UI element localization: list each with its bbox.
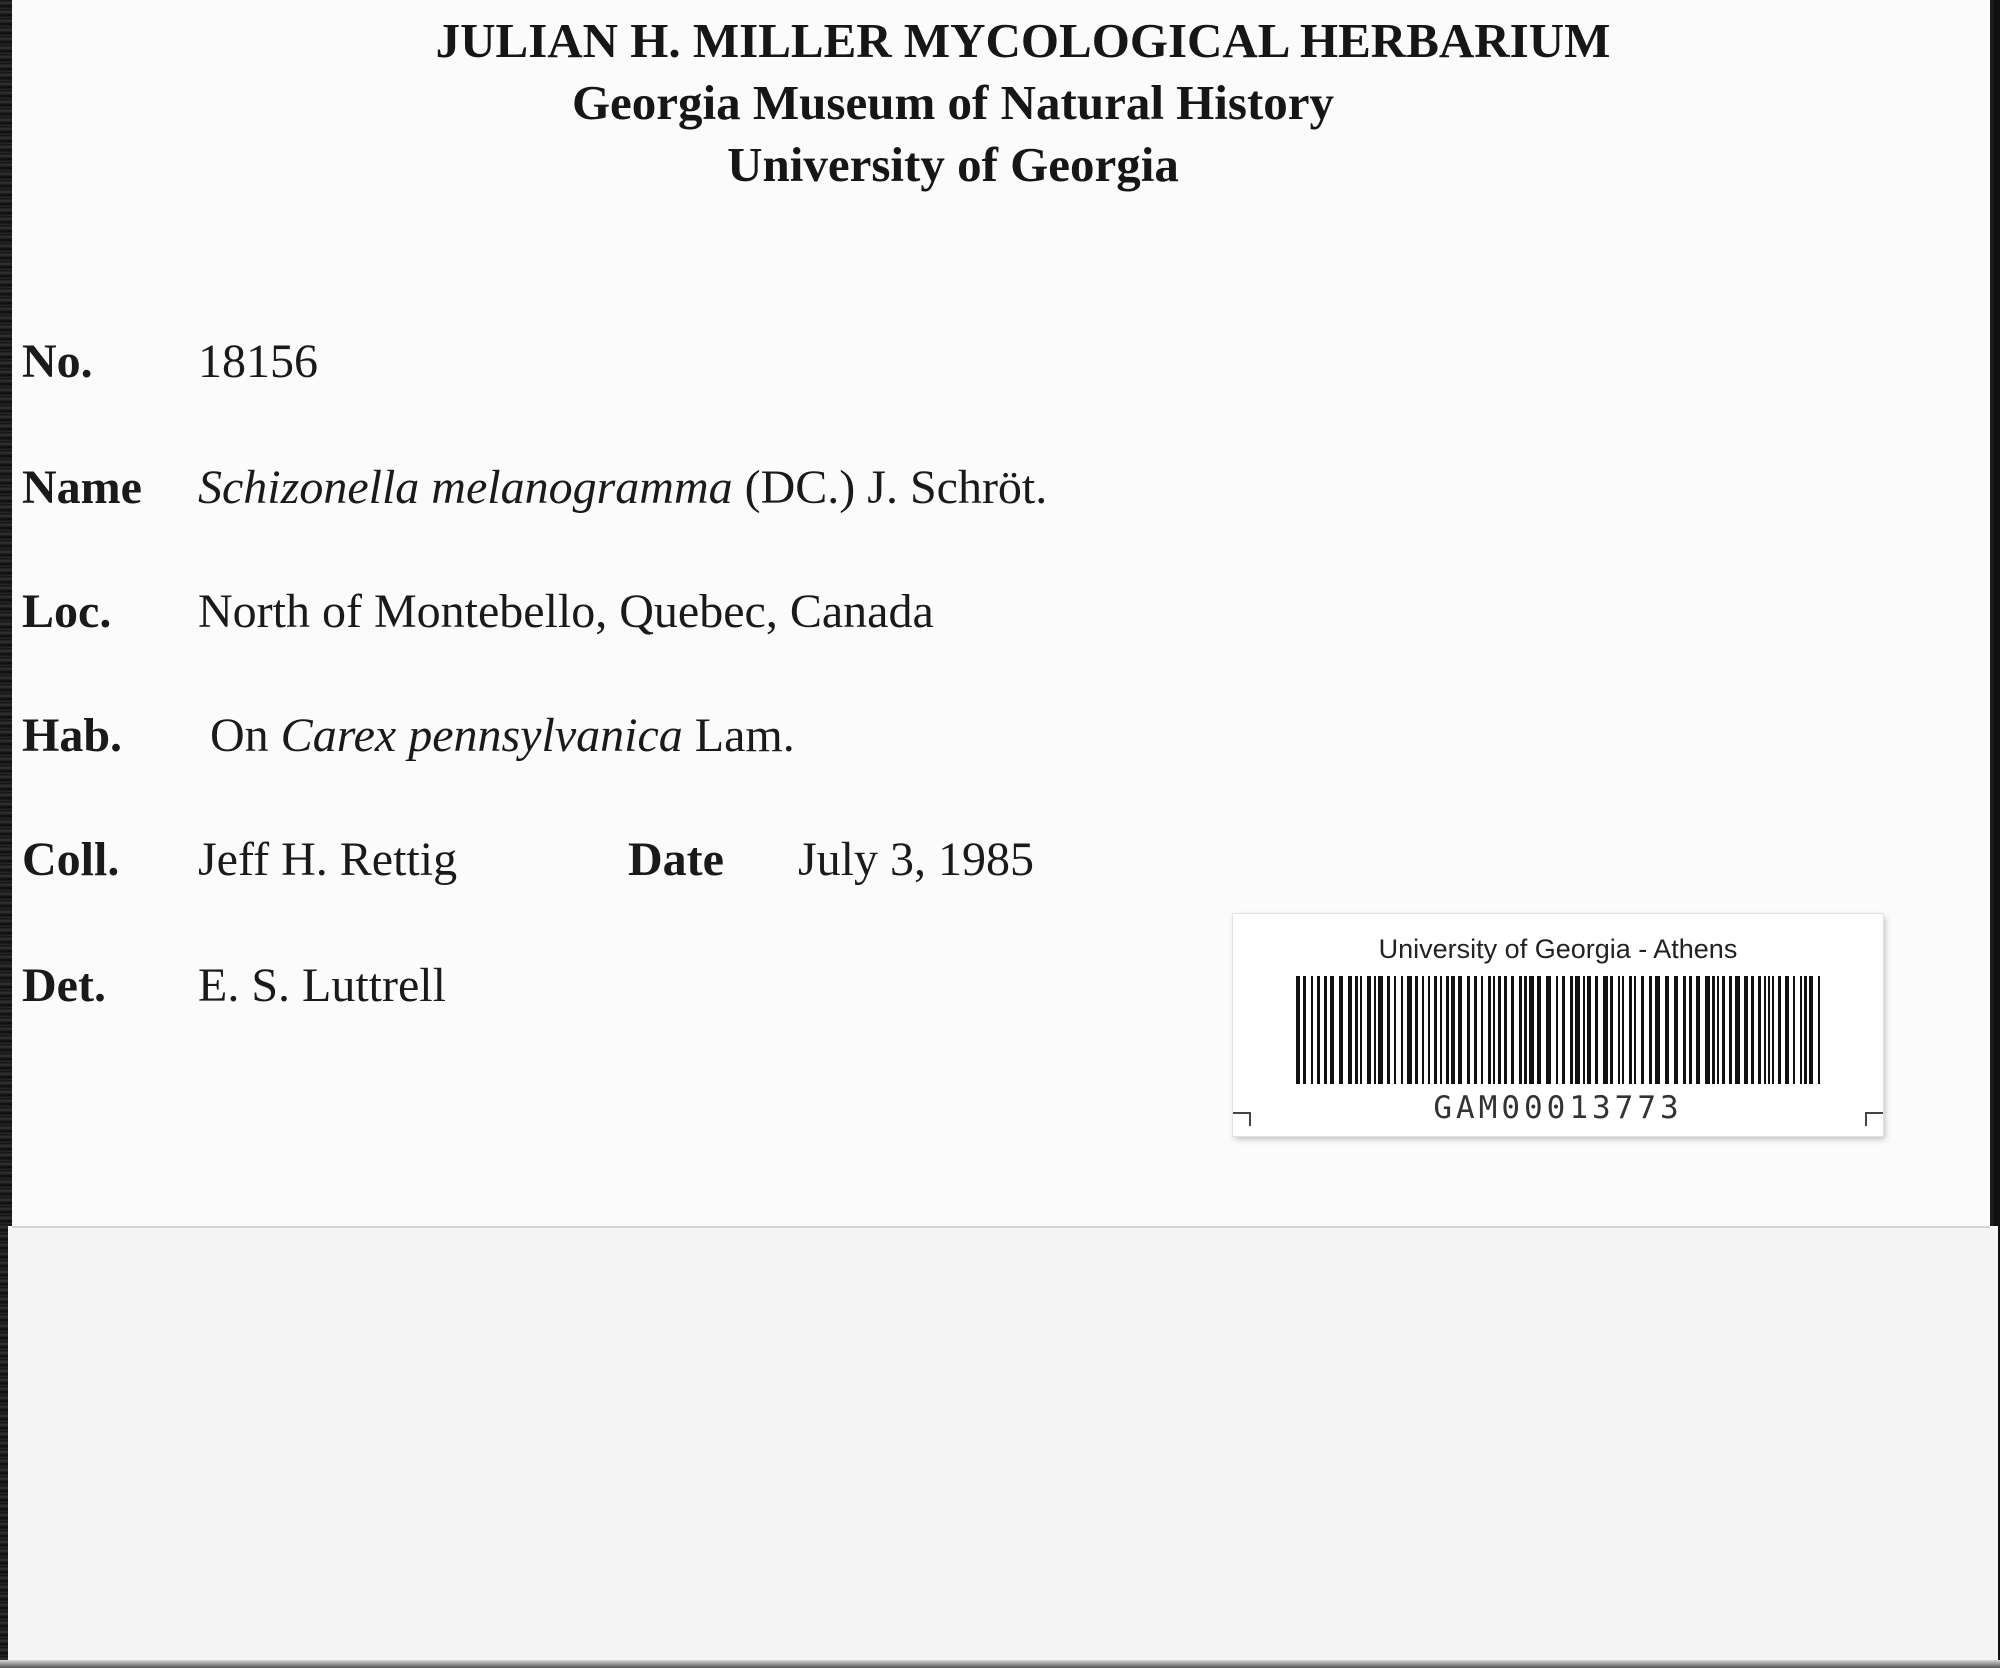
barcode-bar	[1434, 976, 1437, 1084]
locality-label: Loc.	[22, 585, 112, 638]
barcode-bar	[1649, 976, 1652, 1084]
barcode-bar	[1519, 976, 1522, 1084]
barcode-bar	[1778, 976, 1781, 1084]
barcode-institution: University of Georgia - Athens	[1378, 934, 1738, 964]
barcode-bar	[1717, 976, 1719, 1084]
barcode-bar	[1303, 976, 1306, 1084]
barcode-bar	[1330, 976, 1334, 1084]
barcode-bar	[1407, 976, 1412, 1084]
barcode-bar	[1575, 976, 1580, 1084]
barcode-bar	[1422, 976, 1424, 1084]
barcode-bar	[1785, 976, 1789, 1084]
barcode-bar	[1603, 976, 1608, 1084]
barcode-bar	[1481, 976, 1483, 1084]
barcode-bar	[1296, 976, 1300, 1084]
specimen-label	[12, 0, 1990, 1228]
determiner-label: Det.	[22, 959, 106, 1012]
barcode-bar	[1498, 976, 1501, 1084]
barcode-bar	[1570, 976, 1573, 1084]
barcode-bar	[1504, 976, 1507, 1084]
barcode-bar	[1546, 976, 1551, 1084]
envelope-back-panel	[8, 1226, 1998, 1668]
barcode-label	[1233, 914, 1883, 1136]
barcode-bar	[1311, 976, 1313, 1084]
taxon-authority: (DC.) J. Schröt.	[744, 461, 1048, 514]
barcode-bar	[1428, 976, 1430, 1084]
barcode-bar	[1683, 976, 1686, 1084]
barcode-bar	[1556, 976, 1558, 1084]
barcode-bar	[1467, 976, 1470, 1084]
barcode-bar	[1696, 976, 1700, 1084]
barcode-bar	[1818, 976, 1820, 1084]
herbarium-title: JULIAN H. MILLER MYCOLOGICAL HERBARIUM	[435, 13, 1611, 68]
barcode-bar	[1511, 976, 1514, 1084]
university-name: University of Georgia	[727, 137, 1179, 192]
barcode-bar	[1705, 976, 1710, 1084]
barcode-bar	[1722, 976, 1725, 1084]
barcode-bar	[1772, 976, 1774, 1084]
barcode-bar	[1387, 976, 1390, 1084]
number-label: No.	[22, 335, 93, 388]
barcode-bar	[1712, 976, 1715, 1084]
barcode-bar	[1634, 976, 1636, 1084]
barcode-bar	[1629, 976, 1632, 1084]
habitat-value	[210, 708, 795, 763]
determiner-value: E. S. Luttrell	[198, 959, 446, 1012]
barcode-bar	[1674, 976, 1678, 1084]
barcode-bar	[1378, 976, 1383, 1084]
barcode-bar	[1764, 976, 1766, 1084]
barcode-bar	[1394, 976, 1396, 1084]
barcode-bar	[1804, 976, 1807, 1084]
museum-name: Georgia Museum of Natural History	[571, 75, 1335, 130]
scan-bottom-edge	[0, 1660, 2000, 1668]
barcode-bar	[1458, 976, 1462, 1084]
barcode-bar	[1735, 976, 1740, 1084]
barcode-bar	[1562, 976, 1565, 1084]
barcode-bar	[1317, 976, 1320, 1084]
label-header	[12, 10, 1990, 196]
barcode-bar	[1488, 976, 1491, 1084]
barcode-bar	[1800, 976, 1802, 1084]
barcode-bar	[1689, 976, 1692, 1084]
barcode-bar	[1324, 976, 1327, 1084]
barcode-bar	[1618, 976, 1620, 1084]
taxon-name: Schizonella melanogramma	[198, 461, 733, 514]
barcode-bar	[1524, 976, 1527, 1084]
host-name: Carex pennsylvanica	[280, 709, 683, 762]
barcode-bar	[1665, 976, 1669, 1084]
barcode-bar	[1768, 976, 1770, 1084]
barcode-bar	[1474, 976, 1477, 1084]
locality-value: North of Montebello, Quebec, Canada	[198, 585, 934, 638]
barcode-bar	[1595, 976, 1598, 1084]
barcode-bar	[1583, 976, 1585, 1084]
barcode-bar	[1537, 976, 1541, 1084]
date-value: July 3, 1985	[798, 833, 1035, 886]
collector-value: Jeff H. Rettig	[198, 833, 458, 886]
barcode-icon	[1296, 976, 1820, 1084]
barcode-bar	[1610, 976, 1613, 1084]
barcode-bar	[1744, 976, 1748, 1084]
barcode-bar	[1360, 976, 1362, 1084]
barcode-number: GAM00013773	[1433, 1090, 1683, 1126]
barcode-bar	[1374, 976, 1376, 1084]
habitat-prefix: On	[210, 709, 269, 762]
barcode-bar	[1587, 976, 1591, 1084]
host-authority: Lam.	[694, 709, 795, 762]
barcode-bar	[1529, 976, 1534, 1084]
barcode-bar	[1655, 976, 1660, 1084]
barcode-bar	[1348, 976, 1352, 1084]
barcode-bar	[1367, 976, 1371, 1084]
barcode-bar	[1355, 976, 1358, 1084]
barcode-bar	[1446, 976, 1449, 1084]
name-value	[198, 460, 1047, 515]
date-label: Date	[628, 833, 724, 886]
barcode-bar	[1493, 976, 1495, 1084]
number-value: 18156	[198, 335, 318, 388]
barcode-bar	[1751, 976, 1754, 1084]
crop-mark-right	[1865, 1112, 1883, 1126]
barcode-bar	[1758, 976, 1761, 1084]
barcode-bar	[1622, 976, 1624, 1084]
name-label: Name	[22, 461, 142, 514]
barcode-bar	[1793, 976, 1795, 1084]
barcode-bar	[1415, 976, 1418, 1084]
barcode-bar	[1401, 976, 1403, 1084]
crop-mark-left	[1233, 1112, 1251, 1126]
collector-label: Coll.	[22, 833, 120, 886]
barcode-bar	[1809, 976, 1813, 1084]
barcode-bar	[1451, 976, 1455, 1084]
barcode-bar	[1641, 976, 1644, 1084]
barcode-bar	[1729, 976, 1732, 1084]
barcode-bar	[1440, 976, 1442, 1084]
barcode-bar	[1339, 976, 1343, 1084]
habitat-label: Hab.	[22, 709, 123, 762]
